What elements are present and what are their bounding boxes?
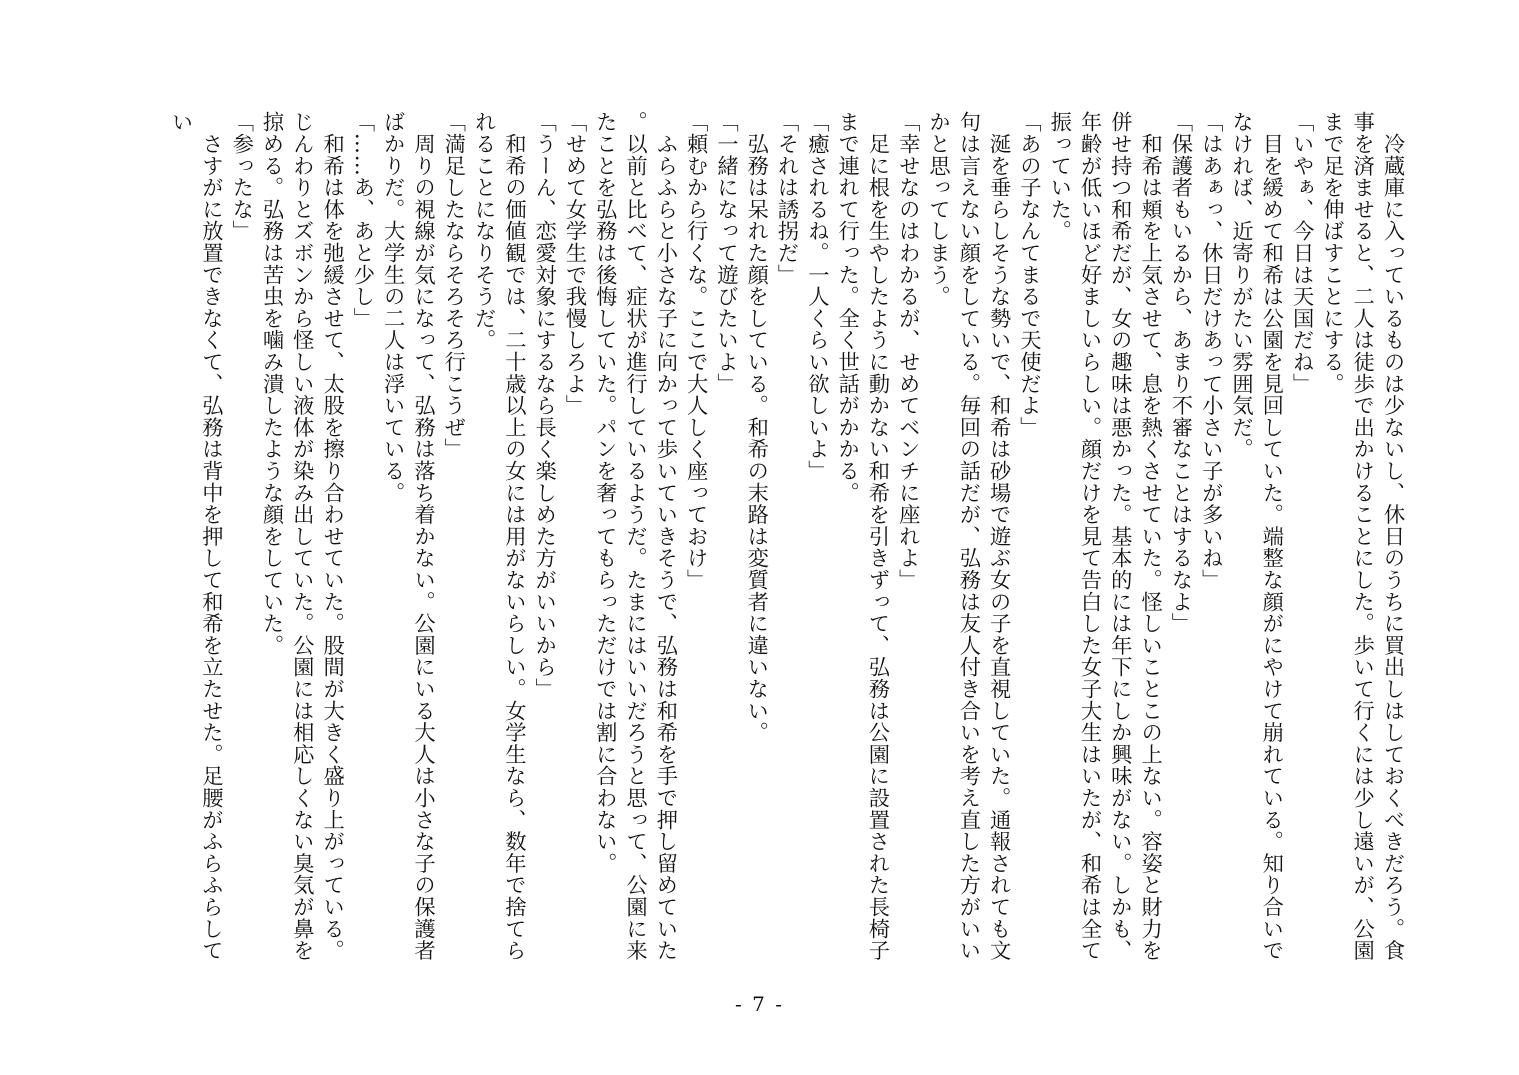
dialogue-line: 「せめて女学生で我慢しろよ」 <box>561 111 587 417</box>
dialogue-line: 「……あ、あと少し」 <box>349 111 375 329</box>
vertical-text-body <box>165 111 1407 971</box>
paragraph: 冷蔵庫に入っているものは少ないし、休日のうちに買出しはしておくべきだろう。食事を済ませると、二人は徒歩で出かけることにした。歩いて行くには少し遠いが、公園まで足を伸ばすことにする。 <box>1319 111 1405 962</box>
dialogue-line: 「幸せなのはわかるが、せめてベンチに座れよ」 <box>895 111 921 591</box>
paragraph: 目を緩めて和希は公園を見回していた。端整な顔がにやけて崩れている。知り合いでなければ、近寄りがたい雰囲気だ。 <box>1228 111 1284 962</box>
paragraph: 足に根を生やしたように動かない和希を引きずって、弘務は公園に設置された長椅子まで連れて行った。全く世話がかかる。 <box>834 111 890 962</box>
paragraph: 弘務は呆れた顔をしている。和希の末路は変質者に違いない。 <box>743 111 769 744</box>
page-number: - 7 - <box>735 992 784 1016</box>
dialogue-line: 「満足したならそろそろ行こうぜ」 <box>440 111 466 460</box>
paragraph: 涎を垂らしそうな勢いで、和希は砂場で遊ぶ女の子を直視していた。通報されても文句は言えない顔をしている。毎回の話だが、弘務は友人付き合いを考え直した方がいいかと思ってしまう。 <box>925 111 1012 962</box>
dialogue-line: 「頼むから行くな。ここで大人しく座っておけ」 <box>683 111 709 591</box>
paragraph: さすがに放置できなくて、弘務は背中を押して和希を立たせた。足腰がふらふらしてい <box>168 111 224 962</box>
dialogue-line: 「はあぁっ、休日だけあって小さい子が多いね」 <box>1198 111 1224 591</box>
dialogue-line: 「いやぁ、今日は天国だね」 <box>1289 111 1315 395</box>
paragraph: 和希は頬を上気させて、息を熱くさせていた。怪しいことこの上ない。容姿と財力を併せ持つ和希だが、女の趣味は悪かった。基本的には年下にしか興味がない。しかも、年齢が低いほど好ましいらしい。顔だけを見て告白した女子大生はいたが、和希は全て振っていた。 <box>1046 111 1163 962</box>
dialogue-line: 「それは誘拐だ」 <box>774 111 800 286</box>
paragraph: 和希の価値観では、二十歳以上の女には用がないらしい。女学生なら、数年で捨てられることになりそうだ。 <box>471 111 527 962</box>
dialogue-line: 「あの子なんてまるで天使だよ」 <box>1016 111 1042 438</box>
paragraph: 和希は体を弛緩させて、太股を擦り合わせていた。股間が大きく盛り上がっている。じんわりとズボンから怪しい液体が染み出していた。公園には相応しくない臭気が鼻を掠める。弘務は苦虫を噛み潰したような顔をしていた。 <box>259 111 345 962</box>
paragraph: ふらふらと小さな子に向かって歩いていきそうで、弘務は和希を手で押し留めていた。以前と比べて、症状が進行しているようだ。たまにはいいだろうと思って、公園に来たことを弘務は後悔していた。パンを奢ってもらっただけでは割に合わない。 <box>592 111 678 962</box>
dialogue-line: 「癒されるね。一人くらい欲しいよ」 <box>804 111 830 482</box>
dialogue-line: 「一緒になって遊びたいよ」 <box>713 111 739 395</box>
dialogue-line: 「参ったな」 <box>228 111 254 242</box>
paragraph: 周りの視線が気になって、弘務は落ち着かない。公園にいる大人は小さな子の保護者ばかりだ。大学生の二人は浮いている。 <box>380 111 436 962</box>
dialogue-line: 「保護者もいるから、あまり不審なことはするなよ」 <box>1167 111 1193 635</box>
dialogue-line: 「うーん、恋愛対象にするなら長く楽しめた方がいいから」 <box>531 111 557 700</box>
